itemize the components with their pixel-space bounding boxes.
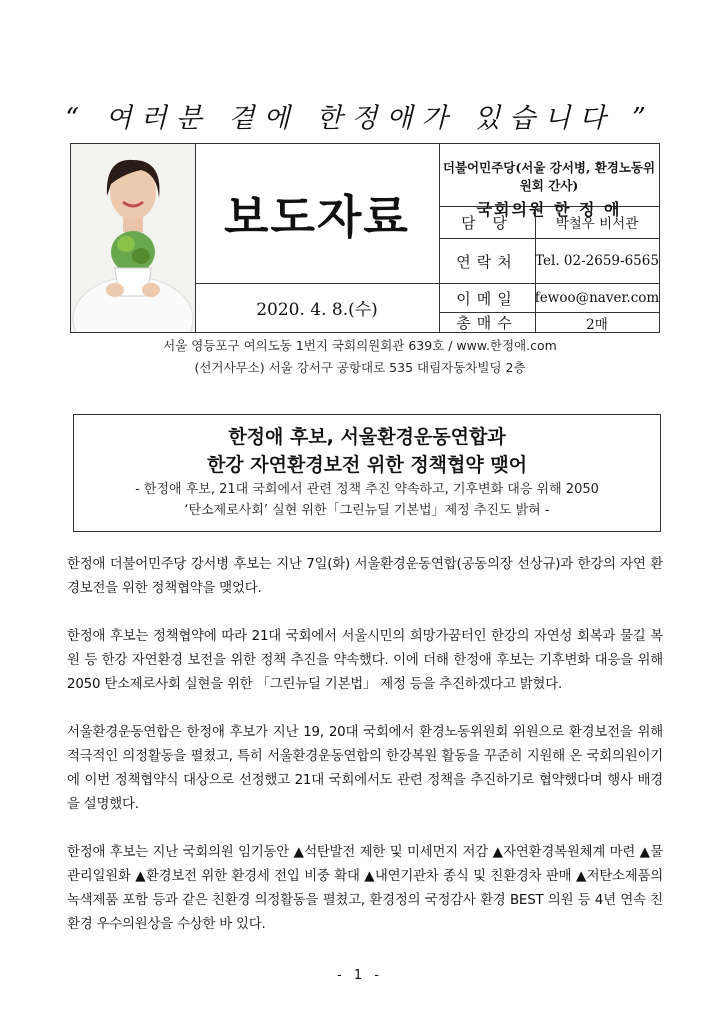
- paragraph-1: 한정애 더불어민주당 강서병 후보는 지난 7일(화) 서울환경운동연합(공동의장 선상규)과 한강의 자연 환경보전을 위한 정책협약을 맺었다.: [67, 557, 663, 596]
- candidate-portrait-illustration: [71, 144, 195, 332]
- row-label: 담 당: [439, 206, 536, 238]
- paragraph-3: 서울환경운동연합은 한정애 후보가 지난 19, 20대 국회에서 환경노동위원회 위원으로 환경보전을 위해 적극적인 의정활동을 펼쳤고, 특히 서울환경운동연합의 한강복원 활동을 꾸준히 지원해 온 국회의원이기에 이번 정책협약식 대상으로 선정했고 21대 국회에서도 관련 정책을 추진하기로 협약했다며 행사 배경을 설명했다.: [67, 725, 663, 812]
- office-address: 서울 영등포구 여의도동 1번지 국회의원회관 639호 / www.한정애.com: [163, 338, 557, 353]
- contact-row-email: [439, 284, 659, 313]
- campaign-office-address: (선거사무소) 서울 강서구 공항대로 535 대림자동차빌딩 2층: [194, 360, 526, 375]
- paragraph-2: 한정애 후보는 정책협약에 따라 21대 국회에서 서울시민의 희망가꿈터인 한강의 자연성 회복과 물길 복원 등 한강 자연환경 보전을 위한 정책 추진을 약속했다. 이에 더해 한정애 후보는 기후변화 대응을 위해 2050 탄소제로사회 실현을 위한 「그린뉴딜 기본법」 제정 등을 추진하겠다고 밝혔다.: [67, 629, 663, 692]
- row-label: 이메일: [439, 284, 536, 312]
- slogan: “ 여러분 곁에 한정애가 있습니다 ”: [65, 103, 655, 134]
- headline-line2: 한강 자연환경보전 위한 정책협약 맺어: [206, 454, 528, 476]
- document-title: 보도자료: [224, 189, 410, 244]
- paragraph-4: 한정애 후보는 지난 국회의원 임기동안 ▲석탄발전 제한 및 미세먼지 저감 ▲자연환경복원체계 마련 ▲물관리일원화 ▲환경보전 위한 환경세 전입 비중 확대 ▲내연기관차 종식 및 친환경차 판매 ▲저탄소제품의 녹색제품 포함 등과 같은 친환경 의정활동을 펼쳤고, 환경정의 국정감사 환경 BEST 의원 등 4년 연속 친환경 우수의원상을 수상한 바 있다.: [67, 845, 663, 932]
- page-number: - 1 -: [337, 968, 383, 983]
- candidate-photo: [71, 144, 196, 332]
- headline-line1: 한정애 후보, 서울환경운동연합과: [228, 426, 506, 448]
- title-cell: [195, 144, 440, 284]
- row-label: 총매수: [439, 313, 536, 332]
- contact-row-phone: [439, 239, 659, 284]
- party-affiliation: 더불어민주당(서울 강서병, 환경노동위원회 간사): [442, 160, 656, 193]
- row-value: 2매: [586, 316, 608, 333]
- row-value: Tel. 02-2659-6565: [535, 253, 659, 269]
- press-release-header: [70, 143, 660, 333]
- row-value: fewoo@naver.com: [534, 290, 660, 306]
- organization-cell: [439, 144, 659, 219]
- subheadline-line2: ‘탄소제로사회’ 실현 위한「그린뉴딜 기본법」제정 추진도 밝혀 -: [184, 503, 550, 518]
- row-value: 박철우 비서관: [555, 216, 639, 232]
- release-date: 2020. 4. 8.(수): [195, 283, 440, 332]
- lawmaker-name: 국회의원 한 정 애: [476, 200, 622, 219]
- row-label: 연락처: [439, 239, 536, 283]
- contact-row-pages: [439, 313, 659, 332]
- subheadline-line1: - 한정애 후보, 21대 국회에서 관련 정책 추진 약속하고, 기후변화 대응 위해 2050: [135, 482, 599, 497]
- contact-row-manager: [439, 206, 659, 239]
- headline-box: [73, 414, 661, 532]
